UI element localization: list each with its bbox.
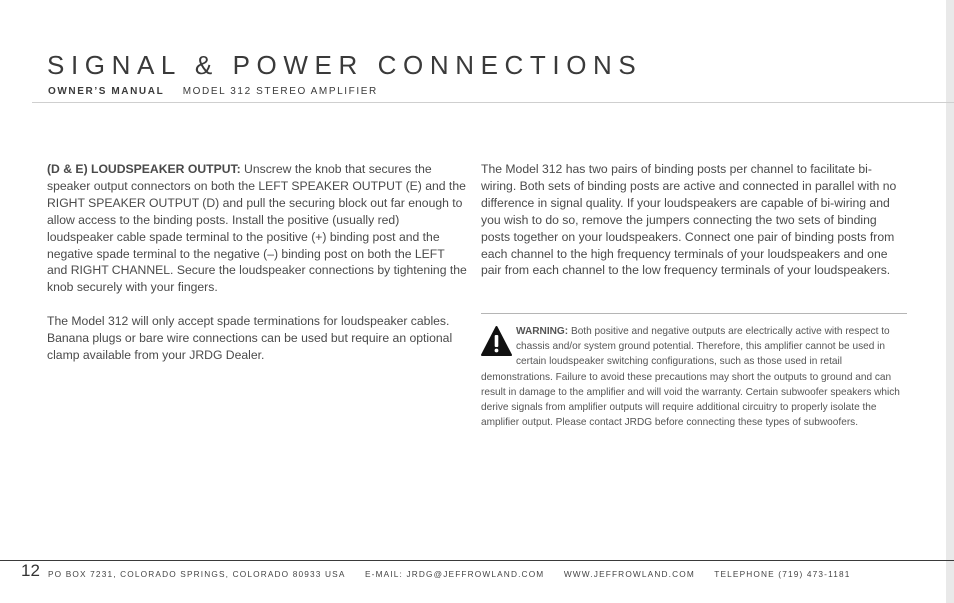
page-title: SIGNAL & POWER CONNECTIONS (47, 50, 643, 80)
section-lead: (D & E) LOUDSPEAKER OUTPUT: (47, 162, 241, 176)
model-label: MODEL 312 STEREO AMPLIFIER (182, 86, 378, 97)
manual-label: OWNER’S MANUAL (48, 86, 165, 97)
footer-contact (48, 569, 867, 579)
loudspeaker-output-text: Unscrew the knob that secures the speaker output connectors on both the LEFT SPEAKER OUTPUT (E) and the RIGHT SPEAKER OUTPUT (D) and pull the securing block out far enough to allow access to the binding posts. Install the positive (usually red) loudspeaker cable spade terminal to the positive (+) binding post and the negative spade terminal to the negative (–) binding post on both the LEFT and RIGHT CHANNEL. Secure the loudspeaker connections by tightening the knob securely with your fingers. (47, 162, 467, 295)
warning-text: Both positive and negative outputs are electrically active with respect to chassis and/or system ground potential. Therefore, this amplifier cannot be used in certain loudspeaker switching configurations, such as those used in retail demonstrations. Failure to avoid these precautions may short the outputs to ground and can result in damage to the amplifier and will void the warranty. Certain subwoofer speakers which derive signals from amplifier outputs will require additional circuitry to properly isolate the amplifier output. Please contact JRDG before connecting these types of subwoofers. (481, 326, 900, 429)
header-divider (32, 102, 954, 103)
spade-terminations-paragraph: The Model 312 will only accept spade terminations for loudspeaker cables. Banana plugs or bare wire connections can be used but require an optional clamp available from your JRDG Dealer. (47, 314, 453, 363)
footer-email: E-MAIL: JRDG@JEFFROWLAND.COM (364, 569, 545, 579)
footer-telephone: TELEPHONE (719) 473-1181 (714, 569, 851, 579)
footer-address: PO BOX 7231, COLORADO SPRINGS, COLORADO 80933 USA (48, 569, 346, 579)
warning-triangle-icon (481, 325, 512, 357)
page-subtitle (48, 86, 378, 97)
footer-website: WWW.JEFFROWLAND.COM (563, 569, 695, 579)
loudspeaker-output-paragraph (47, 161, 467, 296)
bi-wiring-paragraph: The Model 312 has two pairs of binding posts per channel to facilitate bi-wiring. Both sets of binding posts are active and connected in parallel with no difference in signal quality. If your loudspeakers are capable of bi-wiring and you wish to do so, remove the jumpers connecting the two sets of binding posts together on your loudspeakers. Connect one pair of binding posts from each channel to the high frequency terminals of your loudspeakers and one pair from each channel to the low frequency terminals of your loudspeakers. (481, 162, 897, 278)
page-edge (946, 0, 954, 603)
footer-divider (0, 560, 954, 561)
warning-note (481, 324, 909, 430)
warning-label: WARNING: (516, 326, 569, 337)
page-number: 12 (21, 561, 40, 580)
right-column (481, 161, 904, 279)
left-column (47, 161, 467, 364)
warning-divider (481, 313, 907, 314)
